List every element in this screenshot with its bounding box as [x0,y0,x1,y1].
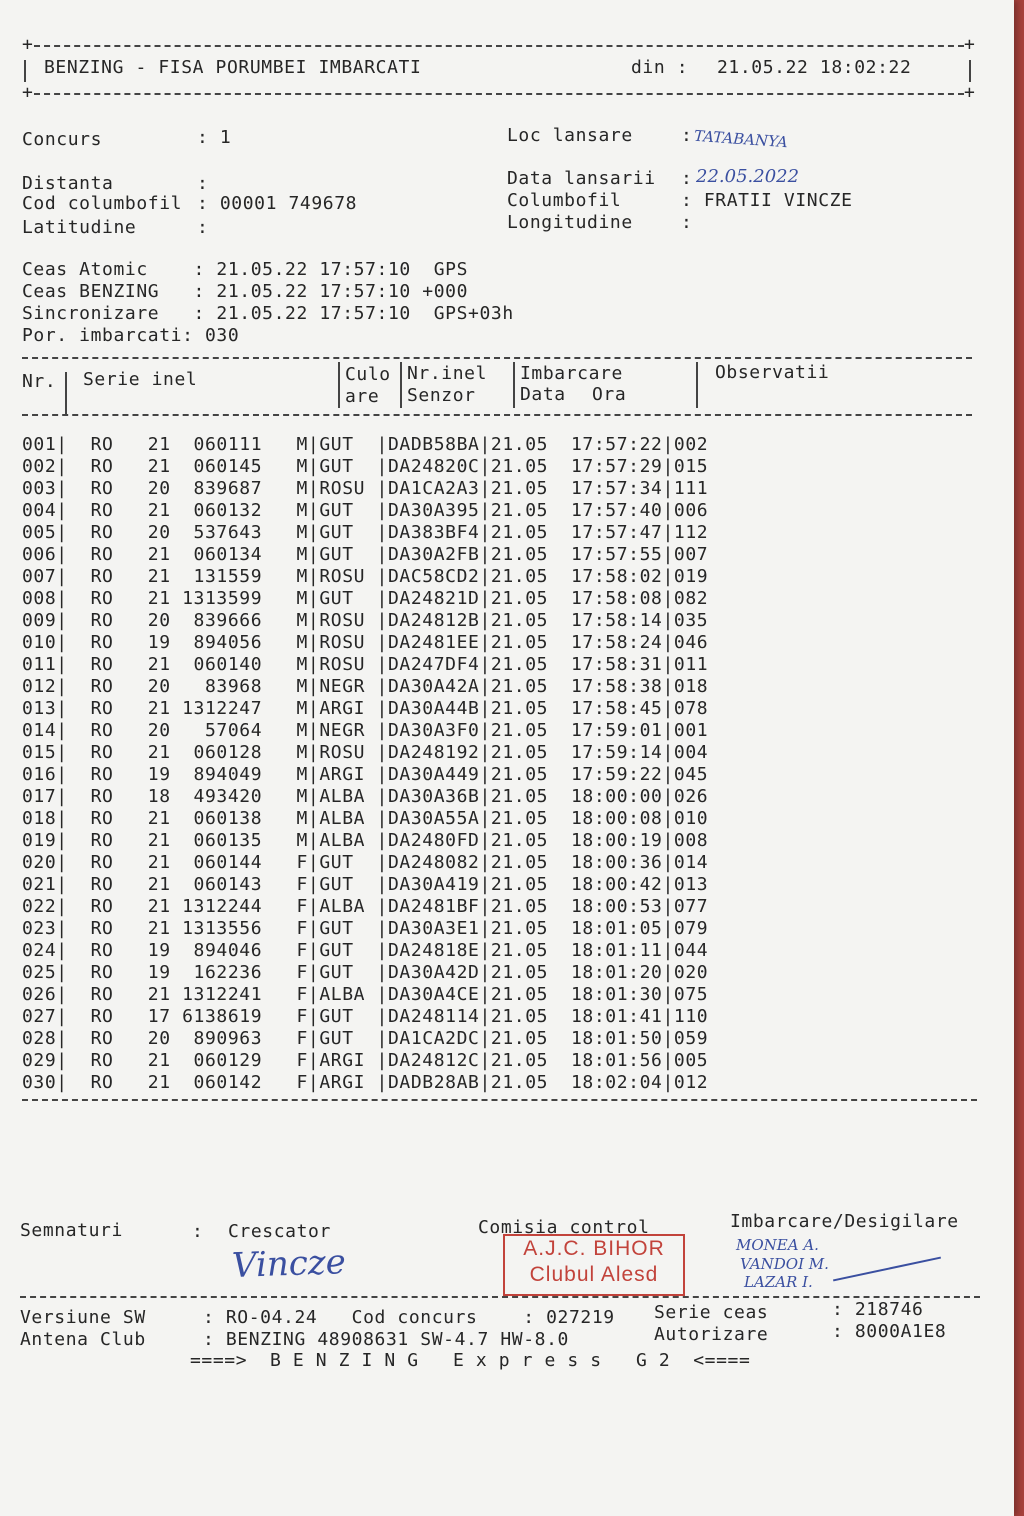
autorizare-value: : 8000A1E8 [832,1321,947,1342]
header-corner-br: + [964,82,976,103]
serie-ceas-value: : 218746 [832,1299,924,1320]
columbofil-value: : FRATII VINCZE [681,190,853,211]
table-row: 022| RO 21 1312244 F|ALBA |DA2481BF|21.05 18:00:53|077 [22,896,709,917]
col-header-ora: Ora [592,384,627,405]
table-row: 019| RO 21 060135 M|ALBA |DA2480FD|21.05 18:00:19|008 [22,830,709,851]
table-row: 023| RO 21 1313556 F|GUT |DA30A3E1|21.05 18:01:05|079 [22,918,709,939]
col-header-senzor: Senzor [407,385,476,406]
table-row: 020| RO 21 060144 F|GUT |DA248082|21.05 18:00:36|014 [22,852,709,873]
sincronizare-line: Sincronizare : 21.05.22 17:57:10 GPS+03h [22,303,514,324]
distanta-label: Distanta [22,173,114,194]
table-row: 011| RO 21 060140 M|ROSU |DA247DF4|21.05 17:58:31|011 [22,654,709,675]
header-corner-left: + [22,34,34,55]
col-sep-4 [513,362,515,408]
table-row: 012| RO 20 83968 M|NEGR |DA30A42A|21.05 17:58:38|018 [22,676,709,697]
crescator-label: Crescator [228,1221,331,1242]
table-row: 010| RO 19 894056 M|ROSU |DA2481EE|21.05 17:58:24|046 [22,632,709,653]
porumbei-imbarcati-line: Por. imbarcati: 030 [22,325,240,346]
signature-monea: MONEA A. [736,1236,819,1254]
signature-stroke [833,1257,941,1282]
table-row: 004| RO 21 060132 M|GUT |DA30A395|21.05 17:57:40|006 [22,500,709,521]
crescator-signature: Vincze [231,1242,347,1286]
col-sep-2 [338,362,340,408]
col-header-serie: Serie inel [83,369,198,390]
ceas-atomic-line: Ceas Atomic : 21.05.22 17:57:10 GPS [22,259,469,280]
table-row: 021| RO 21 060143 F|GUT |DA30A419|21.05 18:00:42|013 [22,874,709,895]
table-row: 001| RO 21 060111 M|GUT |DADB58BA|21.05 17:57:22|002 [22,434,709,455]
table-row: 018| RO 21 060138 M|ALBA |DA30A55A|21.05 18:00:08|010 [22,808,709,829]
col-header-nr: Nr. [22,371,57,392]
loc-lansare-label: Loc lansare [507,125,633,146]
col-sep-5 [696,362,698,408]
table-header-border [22,414,972,416]
table-row: 009| RO 20 839666 M|ROSU |DA24812B|21.05 17:58:14|035 [22,610,709,631]
versiune-sw-line: Versiune SW : RO-04.24 Cod concurs : 027219 [20,1307,615,1328]
semnaturi-colon: : [192,1221,204,1242]
col-sep-1 [65,372,67,414]
header-corner-bl: + [22,82,34,103]
stamp-line-2: Clubul Alesd [529,1263,659,1286]
table-row: 008| RO 21 1313599 M|GUT |DA24821D|21.05 17:58:08|082 [22,588,709,609]
longitudine-label: Longitudine [507,212,633,233]
header-right-border [969,60,971,82]
benzing-express-banner: ====> B E N Z I N G E x p r e s s G 2 <==== [190,1350,751,1371]
print-date-value: 21.05.22 18:02:22 [717,57,912,78]
table-row: 017| RO 18 493420 M|ALBA |DA30A36B|21.05 18:00:00|026 [22,786,709,807]
imbarcare-desigilare-label: Imbarcare/Desigilare [730,1211,959,1232]
longitudine-value: : [681,212,693,233]
data-lansarii-label: Data lansarii [507,168,656,189]
col-header-imbarcare: Imbarcare [520,363,623,384]
table-row: 024| RO 19 894046 F|GUT |DA24818E|21.05 18:01:11|044 [22,940,709,961]
table-row: 030| RO 21 060142 F|ARGI |DADB28AB|21.05 18:02:04|012 [22,1072,709,1093]
ceas-benzing-line: Ceas BENZING : 21.05.22 17:57:10 +000 [22,281,469,302]
latitudine-label: Latitudine [22,217,137,238]
cod-columbofil-label: Cod columbofil [22,193,183,214]
data-lansarii-colon: : [681,168,693,189]
table-row: 016| RO 19 894049 M|ARGI |DA30A449|21.05 17:59:22|045 [22,764,709,785]
table-row: 027| RO 17 6138619 F|GUT |DA248114|21.05 18:01:41|110 [22,1006,709,1027]
col-sep-3 [400,362,402,408]
signature-lazar: LAZAR I. [744,1273,813,1291]
distanta-value: : [197,173,209,194]
concurs-label: Concurs [22,129,103,150]
col-header-nrinel: Nr.inel [407,363,488,384]
col-header-data: Data [520,384,566,405]
header-left-border [24,60,26,82]
club-stamp [503,1234,685,1296]
col-header-are: are [345,386,380,407]
columbofil-label: Columbofil [507,190,622,211]
document-title: BENZING - FISA PORUMBEI IMBARCATI [44,57,422,78]
stamp-line-1: A.J.C. BIHOR [523,1237,665,1260]
table-row: 003| RO 20 839687 M|ROSU |DA1CA2A3|21.05 17:57:34|111 [22,478,709,499]
table-row: 028| RO 20 890963 F|GUT |DA1CA2DC|21.05 18:01:50|059 [22,1028,709,1049]
autorizare-label: Autorizare [654,1324,769,1345]
loc-lansare-colon: : [681,125,693,146]
table-row: 005| RO 20 537643 M|GUT |DA383BF4|21.05 17:57:47|112 [22,522,709,543]
table-row: 029| RO 21 060129 F|ARGI |DA24812C|21.05 18:01:56|005 [22,1050,709,1071]
comisia-control-label: Comisia control [478,1217,650,1238]
loc-lansare-handwritten: TATABANYA [693,126,789,152]
table-bottom-border [22,1099,977,1101]
table-row: 025| RO 19 162236 F|GUT |DA30A42D|21.05 18:01:20|020 [22,962,709,983]
serie-ceas-label: Serie ceas [654,1302,769,1323]
cod-columbofil-value: : 00001 749678 [197,193,358,214]
header-top-border [34,45,964,47]
footer-divider [20,1296,980,1298]
antena-club-line: Antena Club : BENZING 48908631 SW-4.7 HW-8.0 [20,1329,569,1350]
semnaturi-label: Semnaturi [20,1220,123,1241]
header-bottom-border [34,93,964,95]
table-row: 002| RO 21 060145 M|GUT |DA24820C|21.05 17:57:29|015 [22,456,709,477]
table-row: 026| RO 21 1312241 F|ALBA |DA30A4CE|21.05 18:01:30|075 [22,984,709,1005]
print-date-label: din : [631,57,689,78]
table-top-border [22,357,972,359]
col-header-observatii: Observatii [715,362,830,383]
latitudine-value: : [197,217,209,238]
table-row: 015| RO 21 060128 M|ROSU |DA248192|21.05 17:59:14|004 [22,742,709,763]
data-lansarii-handwritten: 22.05.2022 [696,166,800,187]
col-header-culo: Culo [345,364,391,385]
signature-vandoi: VANDOI M. [740,1255,829,1273]
table-row: 007| RO 21 131559 M|ROSU |DAC58CD2|21.05 17:58:02|019 [22,566,709,587]
table-row: 006| RO 21 060134 M|GUT |DA30A2FB|21.05 17:57:55|007 [22,544,709,565]
table-row: 013| RO 21 1312247 M|ARGI |DA30A44B|21.05 17:58:45|078 [22,698,709,719]
concurs-value: : 1 [197,127,232,148]
table-row: 014| RO 20 57064 M|NEGR |DA30A3F0|21.05 17:59:01|001 [22,720,709,741]
header-corner-right: + [964,34,976,55]
